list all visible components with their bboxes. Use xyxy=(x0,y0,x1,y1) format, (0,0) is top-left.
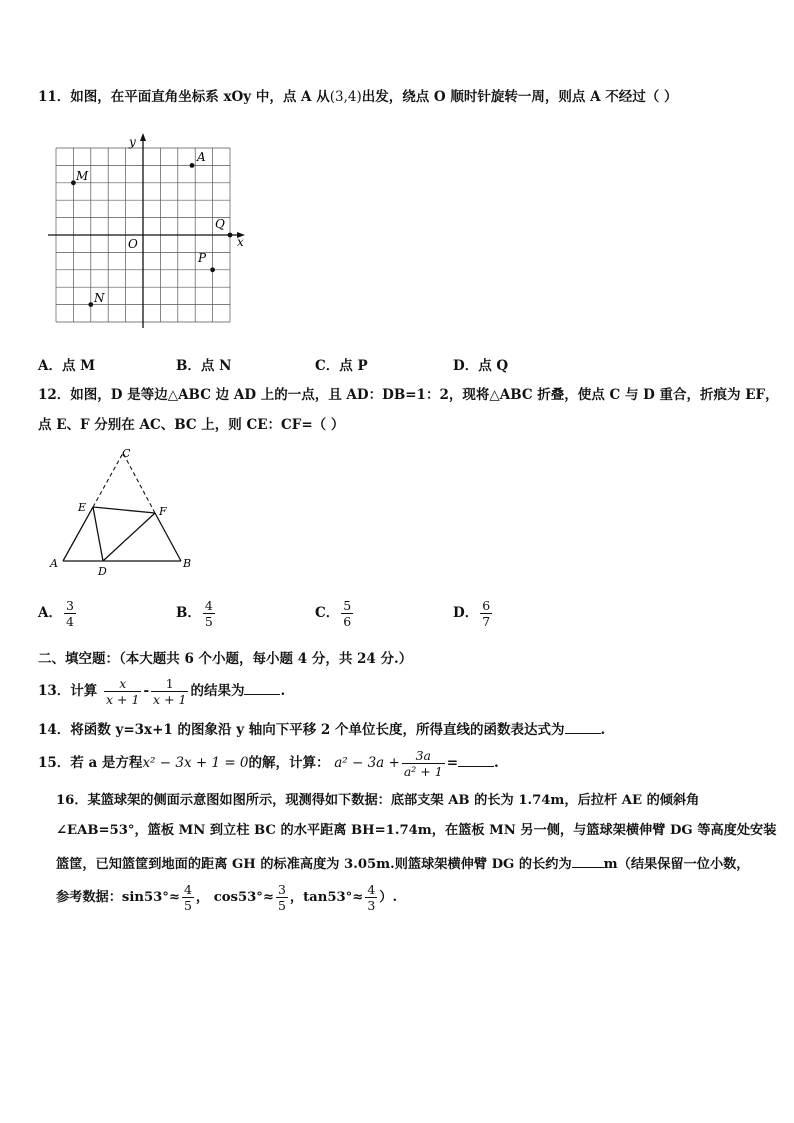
q11-option-b[interactable]: B．点 N xyxy=(176,358,232,374)
label-c: C xyxy=(122,447,131,460)
label-p: P xyxy=(198,251,207,265)
q15-equation: x² − 3x + 1 = 0 xyxy=(142,755,249,771)
label-o: O xyxy=(128,237,138,251)
option-fraction: $\frac{5}{6}$ xyxy=(343,598,352,629)
y-axis-arrow xyxy=(140,133,146,141)
tan-fraction: $\frac{4}{3}$ xyxy=(367,882,376,913)
q16-reference-data: 参考数据：sin53°≈ $\frac{4}{5}$ ， cos53°≈ $\frac{3}{5}$ ，tan53°≈ $\frac{4}{3}$ ）. xyxy=(56,882,398,913)
q16-line1: 16．某篮球架的侧面示意图如图所示，现测得如下数据：底部支架 AB 的长为 1.74m，后拉杆 AE 的倾斜角 xyxy=(56,793,700,808)
q13-answer-blank[interactable] xyxy=(244,680,280,695)
q12-option-c[interactable]: C． $\frac{5}{6}$ xyxy=(315,598,352,629)
q15: 15．若 a 是方程x² − 3x + 1 = 0的解，计算： a² − 3a + $\frac{3a}{\text{a² + 1}}$ = . xyxy=(38,748,499,779)
sin-fraction: $\frac{4}{5}$ xyxy=(183,882,192,913)
q11-point: (3,4) xyxy=(329,89,362,105)
point-n xyxy=(88,302,93,307)
q14: 14．将函数 y=3x+1 的图象沿 y 轴向下平移 2 个单位长度，所得直线的函数表达式为 . xyxy=(38,719,605,739)
point-p xyxy=(210,267,215,272)
label-n: N xyxy=(94,291,105,305)
label-a: A xyxy=(197,150,206,164)
q11-option-c[interactable]: C．点 P xyxy=(315,358,368,374)
q11-stem xyxy=(38,88,677,106)
q16-line2: ∠EAB=53°，篮板 MN 到立柱 BC 的水平距离 BH=1.74m，在篮板 MN 另一侧，与篮球架横伸臂 DG 等高度处安装 xyxy=(56,823,777,838)
q11-stem-a: 11．如图，在平面直角坐标系 xOy 中，点 A 从 xyxy=(38,89,330,105)
q16-line3: 篮筐，已知篮筐到地面的距离 GH 的标准高度为 3.05m.则篮球架横伸臂 DG 的长约为 m（结果保留一位小数， xyxy=(56,853,750,874)
q13-fraction-1: $\frac{x}{x + 1}$ xyxy=(106,676,140,707)
label-e: E xyxy=(78,501,87,514)
q11-option-d[interactable]: D．点 Q xyxy=(453,358,509,374)
point-q xyxy=(228,233,233,238)
cos-fraction: $\frac{3}{5}$ xyxy=(277,882,286,913)
q11-stem-b: 出发，绕点 O 顺时针旋转一周，则点 A 不经过（ ） xyxy=(361,89,678,105)
q13: 13．计算 $\frac{x}{x + 1}$ - $\frac{1}{x + 1}$ 的结果为 . xyxy=(38,676,286,707)
q11-option-a[interactable]: A．点 M xyxy=(38,358,96,374)
label-d: D xyxy=(98,565,107,575)
q12-option-a[interactable]: A． $\frac{3}{4}$ xyxy=(38,598,74,629)
q14-answer-blank[interactable] xyxy=(565,719,601,734)
label-q: Q xyxy=(215,217,225,231)
label-m: M xyxy=(76,169,89,183)
label-y: y xyxy=(129,135,136,149)
label-b: B xyxy=(183,557,192,570)
section-heading: 二、填空题：（本大题共 6 个小题，每小题 4 分，共 24 分.） xyxy=(38,651,413,667)
q16-answer-blank[interactable] xyxy=(572,853,604,868)
label-x: x xyxy=(237,235,244,249)
q12-triangle-figure xyxy=(45,445,205,575)
q12-option-d[interactable]: D． $\frac{6}{7}$ xyxy=(453,598,491,629)
label-f: F xyxy=(159,505,167,518)
label-a: A xyxy=(50,557,58,570)
q12-stem-line1: 12．如图，D 是等边△ABC 边 AD 上的一点，且 AD：DB=1：2，现将△ABC 折叠，使点 C 与 D 重合，折痕为 EF， xyxy=(38,387,779,403)
option-fraction: $\frac{6}{7}$ xyxy=(482,598,491,629)
option-fraction: $\frac{3}{4}$ xyxy=(65,598,74,629)
q15-expression: a² − 3a + xyxy=(334,755,400,771)
q15-fraction: $\frac{3a}{\text{a² + 1}}$ xyxy=(403,748,443,779)
q11-coordinate-figure xyxy=(45,128,255,343)
q13-fraction-2: $\frac{1}{x + 1}$ xyxy=(153,676,187,707)
option-fraction: $\frac{4}{5}$ xyxy=(204,598,213,629)
q15-answer-blank[interactable] xyxy=(458,752,494,767)
q12-stem-line2: 点 E、F 分别在 AC、BC 上，则 CE：CF=（ ） xyxy=(38,417,345,433)
point-a xyxy=(190,163,195,168)
q12-option-b[interactable]: B． $\frac{4}{5}$ xyxy=(176,598,213,629)
